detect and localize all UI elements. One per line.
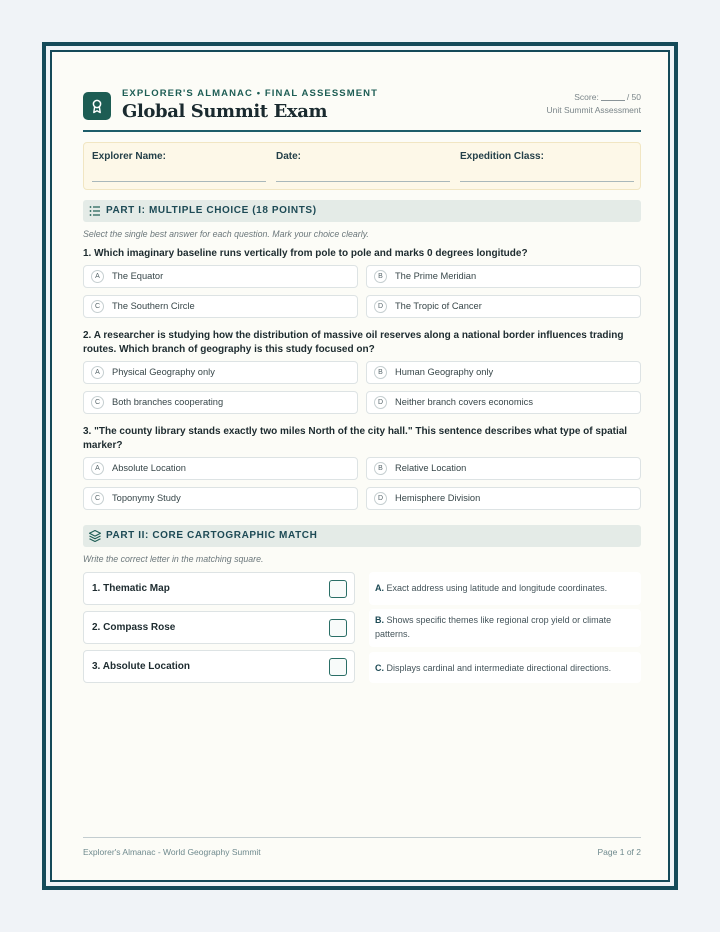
list-icon — [88, 204, 102, 218]
option-letter: B — [374, 462, 387, 475]
exam-header — [83, 88, 641, 133]
option-letter: A — [91, 366, 104, 379]
page-title: Global Summit Exam — [122, 101, 328, 122]
option-text: Relative Location — [395, 463, 467, 473]
page-number: Page 1 of 2 — [597, 847, 641, 857]
q3-option-c[interactable] — [83, 487, 358, 510]
q3-option-d[interactable] — [366, 487, 641, 510]
option-text: Neither branch covers economics — [395, 397, 533, 407]
option-text: Absolute Location — [112, 463, 186, 473]
option-text: Both branches cooperating — [112, 397, 224, 407]
option-text: Hemisphere Division — [395, 493, 481, 503]
question-1: 1. Which imaginary baseline runs vertically from pole to pole and marks 0 degrees longitude? — [83, 248, 528, 259]
part2-instruction: Write the correct letter in the matching square. — [83, 554, 264, 564]
definition-text — [375, 581, 637, 595]
q1-option-d[interactable] — [366, 295, 641, 318]
definition-body: Displays cardinal and intermediate directional directions. — [386, 663, 612, 673]
score-total: / 50 — [626, 92, 641, 102]
page-inner-border — [50, 50, 670, 882]
explorer-name-field[interactable] — [92, 151, 266, 162]
q2-option-d[interactable] — [366, 391, 641, 414]
footer-divider — [83, 837, 641, 838]
option-letter: B — [374, 366, 387, 379]
option-letter: A — [91, 270, 104, 283]
option-text: The Southern Circle — [112, 301, 195, 311]
term-label: 1. Thematic Map — [92, 583, 170, 594]
q1-option-b[interactable] — [366, 265, 641, 288]
term-label: 2. Compass Rose — [92, 622, 176, 633]
q2-option-b[interactable] — [366, 361, 641, 384]
option-text: Human Geography only — [395, 367, 494, 377]
score-field — [574, 92, 641, 102]
option-letter: B — [374, 270, 387, 283]
definition-text — [375, 661, 637, 675]
header-divider — [83, 130, 641, 132]
q3-option-a[interactable] — [83, 457, 358, 480]
explorer-name-label: Explorer Name: — [92, 151, 166, 162]
part2-title: PART II: CORE CARTOGRAPHIC MATCH — [106, 530, 318, 541]
date-field[interactable] — [276, 151, 450, 162]
option-letter: C — [91, 492, 104, 505]
expedition-class-field[interactable] — [460, 151, 634, 162]
score-label: Score: — [574, 92, 599, 102]
question-2: 2. A researcher is studying how the distribution of massive oil reserves along a national border influences trading routes. Which branch of geography is this study focused on? — [83, 330, 624, 355]
part1-instruction: Select the single best answer for each question. Mark your choice clearly. — [83, 229, 369, 239]
definition-body: Shows specific themes like regional crop yield or climate patterns. — [375, 615, 612, 639]
exam-eyebrow: EXPLORER'S ALMANAC • FINAL ASSESSMENT — [122, 88, 379, 99]
q3-option-b[interactable] — [366, 457, 641, 480]
option-letter: C — [91, 396, 104, 409]
match-definition-b — [369, 609, 641, 647]
answer-square[interactable] — [329, 619, 347, 637]
option-text: The Prime Meridian — [395, 271, 477, 281]
term-label: 3. Absolute Location — [92, 661, 190, 672]
match-term-1 — [83, 572, 355, 605]
option-text: The Equator — [112, 271, 164, 281]
date-line[interactable] — [276, 181, 450, 182]
option-letter: D — [374, 492, 387, 505]
date-label: Date: — [276, 151, 302, 162]
option-letter: D — [374, 300, 387, 313]
q2-option-a[interactable] — [83, 361, 358, 384]
expedition-class-line[interactable] — [460, 181, 634, 182]
answer-square[interactable] — [329, 658, 347, 676]
award-badge-icon — [83, 92, 111, 120]
page-outer-border — [42, 42, 678, 890]
part1-header — [83, 200, 641, 222]
definition-letter: B. — [375, 615, 384, 625]
layers-icon — [88, 529, 102, 543]
explorer-name-line[interactable] — [92, 181, 266, 182]
option-text: The Tropic of Cancer — [395, 301, 482, 311]
match-term-3 — [83, 650, 355, 683]
match-term-2 — [83, 611, 355, 644]
option-letter: C — [91, 300, 104, 313]
question-3: 3. "The county library stands exactly two miles North of the city hall." This sentence describes what type of spatial marker? — [83, 426, 628, 451]
expedition-class-label: Expedition Class: — [460, 151, 544, 162]
assessment-type: Unit Summit Assessment — [546, 105, 641, 115]
answer-square[interactable] — [329, 580, 347, 598]
q2-option-c[interactable] — [83, 391, 358, 414]
match-definition-a — [369, 572, 641, 605]
part2-header — [83, 525, 641, 547]
definition-body: Exact address using latitude and longitude coordinates. — [386, 583, 608, 593]
option-letter: D — [374, 396, 387, 409]
score-blank[interactable] — [601, 100, 625, 101]
part1-title: PART I: MULTIPLE CHOICE (18 POINTS) — [106, 205, 317, 216]
option-text: Physical Geography only — [112, 367, 215, 377]
definition-text — [375, 613, 637, 641]
definition-letter: C. — [375, 663, 384, 673]
match-definition-c — [369, 652, 641, 683]
definition-letter: A. — [375, 583, 384, 593]
option-text: Toponymy Study — [112, 493, 181, 503]
student-info-box — [83, 142, 641, 190]
q1-option-c[interactable] — [83, 295, 358, 318]
footer-title: Explorer's Almanac - World Geography Summit — [83, 847, 261, 857]
q1-option-a[interactable] — [83, 265, 358, 288]
option-letter: A — [91, 462, 104, 475]
